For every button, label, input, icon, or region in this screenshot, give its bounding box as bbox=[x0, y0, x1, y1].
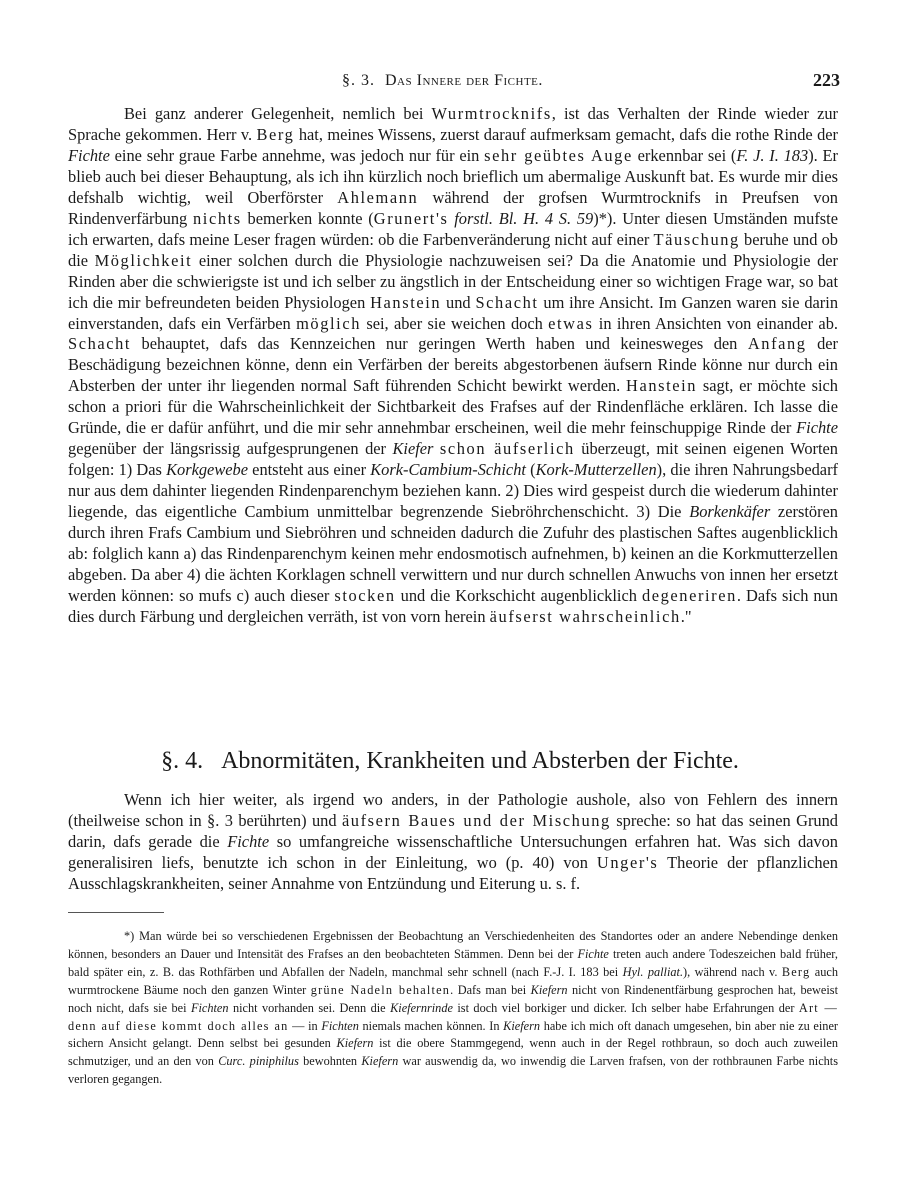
running-head-title: Das Innere der Fichte. bbox=[385, 72, 543, 89]
author-name: Unger's bbox=[596, 852, 659, 872]
citation: forstl. Bl. H. 4 S. 59 bbox=[454, 208, 594, 228]
text-run: . Dafs man bei bbox=[450, 982, 531, 997]
author-name: Berg bbox=[781, 964, 811, 979]
footnote bbox=[68, 928, 838, 1089]
spaced-term: äufsern Baues und der Mischung bbox=[341, 810, 611, 830]
section-4-body bbox=[68, 790, 838, 895]
italic-term: Korkgewebe bbox=[166, 460, 248, 480]
text-run: , ist das Verhalten der Rinde wieder zur Sprache gekommen. Herr v. bbox=[68, 104, 838, 144]
section-heading bbox=[0, 748, 900, 775]
text-run: ). Er blieb auch bei dieser Behauptung, als ich ihn kürzlich noch brieflich um abermalige Auskunft bat. Es wurde mir dies defshalb wichtig, weil Oberförster bbox=[68, 145, 838, 207]
section-4-paragraph bbox=[68, 790, 838, 895]
footnote-divider bbox=[68, 912, 164, 913]
italic-term: Kiefern bbox=[503, 1018, 541, 1033]
spaced-term: degeneriren bbox=[641, 585, 737, 605]
spaced-term: sehr geübtes Auge bbox=[484, 145, 633, 165]
text-run: Bei ganz anderer Gelegenheit, nemlich bei bbox=[124, 104, 432, 123]
text-run: habe ich mich oft danach umgesehen, bin aber nie zu einer sichern Ansicht gelangt. Denn selbst bei gesunden bbox=[68, 1018, 839, 1051]
italic-term: Kiefern bbox=[530, 982, 568, 997]
italic-term: Fichten bbox=[190, 1000, 229, 1015]
text-run: bewohnten bbox=[298, 1054, 362, 1069]
running-head bbox=[60, 70, 840, 92]
italic-term: Kork-Mutterzellen bbox=[535, 460, 657, 480]
text-run: der Beschädigung bezeichnen könne, denn ein Verfärben der bereits abgestorbenen äufsern Rinde könne nur durch ein Absterben der unter ihr liegenden normal Saft führenden Schicht bewirkt werden. bbox=[68, 334, 838, 396]
spaced-term: nichts bbox=[193, 208, 242, 228]
text-run: ist die obere Stammgegend, wenn auch in der Regel rothbraun, so doch auch zuweilen schmutziger, und an den von bbox=[68, 1036, 838, 1069]
text-run: behauptet, dafs das Kennzeichen nur geringen Werth haben und keinesweges den bbox=[131, 334, 748, 354]
text-run: sagt, er möchte sich schon a priori für die Wahrscheinlichkeit der Sichtbarkeit des Frafses auf der Rindenfläche erklären. Ich lasse die Gründe, die er dafür anführt, und die mir sehr annehmbar erscheinen, weil die mehr feinschuppige Rinde der bbox=[68, 376, 838, 438]
text-run: beruhe und ob die bbox=[68, 229, 838, 270]
text-run: nicht von Rindenentfärbung gesprochen hat, beweist noch nicht, dafs sie bei bbox=[68, 982, 839, 1015]
italic-term: Curc. piniphilus bbox=[218, 1054, 299, 1069]
text-run: überzeugt, mit seinen eigenen Worten folgen: 1) Das bbox=[68, 439, 838, 480]
italic-term: Kiefern bbox=[336, 1036, 374, 1051]
text-run: hat, meines Wissens, zuerst darauf aufmerksam gemacht, dafs die rothe Rinde der bbox=[294, 124, 838, 144]
citation: F. J. I. 183 bbox=[736, 145, 809, 165]
italic-term: Kiefern bbox=[361, 1054, 399, 1069]
section-title: Abnormitäten, Krankheiten und Absterben der Fichte. bbox=[221, 748, 739, 774]
italic-term: Kiefer bbox=[392, 439, 434, 459]
spaced-term: etwas bbox=[548, 313, 594, 333]
author-name: Ahlemann bbox=[337, 187, 419, 207]
spaced-term: äufserst wahrscheinlich bbox=[489, 606, 681, 626]
text-run: und bbox=[441, 292, 476, 312]
author-name: Schacht bbox=[68, 334, 132, 354]
spaced-term: Täuschung bbox=[653, 229, 740, 249]
text-run: spreche: so hat das seinen Grund darin, dafs gerade die bbox=[68, 810, 838, 851]
running-head-section bbox=[342, 72, 543, 90]
italic-term: Hyl. palliat. bbox=[622, 964, 684, 979]
footnote-paragraph bbox=[68, 928, 838, 1089]
spaced-term: möglich bbox=[296, 313, 361, 333]
spaced-term: Möglichkeit bbox=[94, 250, 193, 270]
spaced-term: Wurmtrocknifs bbox=[431, 104, 552, 123]
page-number: 223 bbox=[813, 70, 840, 90]
text-run: einer solchen durch die Physiologie nachzuweisen sei? Da die Anatomie und Physiologie der Rinden aber die schwierigste ist und ich selber zu ängstlich in der Entscheidung einer so wichtigen Frage war, so bat ich die mir befreundeten beiden Physiologen bbox=[68, 250, 838, 312]
author-name: Berg bbox=[256, 124, 295, 144]
text-run: ." bbox=[680, 606, 692, 626]
text-run: niemals machen können. In bbox=[358, 1018, 504, 1033]
text-run: war auswendig da, wo inwendig die Larven frafsen, von der rothbraunen Farbe nichts verloren gegangen. bbox=[68, 1054, 839, 1087]
italic-term: Fichten bbox=[321, 1018, 359, 1033]
text-run: Wenn ich hier weiter, als irgend wo anders, in der Pathologie aushole, also von Fehlern des innern (theilweise schon in §. 3 berührten) und bbox=[68, 790, 838, 830]
italic-term: Fichte bbox=[68, 145, 110, 165]
italic-term: Fichte bbox=[796, 418, 838, 438]
spaced-term: Art — denn auf diese kommt doch alles an bbox=[68, 1000, 839, 1033]
text-run: in ihren Ansichten von einander ab. bbox=[593, 313, 838, 333]
author-name: Grunert's bbox=[373, 208, 449, 228]
italic-term: Fichte bbox=[227, 831, 270, 851]
text-run: ), die ihren Nahrungsbedarf nur aus dem dahinter liegenden Rindenparenchym beziehen kann. 2) Dies wird gespeist durch die wiederum dahinter liegende, das eigentliche Cambium unmittelbar begrenzende Siebröhrchenschicht. 3) Die bbox=[68, 460, 838, 522]
text-run: und die Korkschicht augenblicklich bbox=[395, 585, 642, 605]
text-run: treten auch andere Todeszeichen bald früher, bald später ein, z. B. das Rothfärben und Abfallen der Nadeln, manchmal sehr schnell (nach F.-J. I. 183 bei bbox=[68, 946, 838, 979]
text-run: . Dafs sich nun dies durch Färbung und dergleichen verräth, ist von vorn herein bbox=[68, 585, 839, 626]
author-name: Hanstein bbox=[626, 376, 698, 396]
text-run: erkennbar sei ( bbox=[632, 145, 737, 165]
text-run: entsteht aus einer bbox=[248, 460, 371, 480]
spaced-term: Anfang bbox=[747, 334, 807, 354]
author-name: Hanstein bbox=[370, 292, 442, 312]
text-run: Theorie der pflanzlichen Ausschlagskrankheiten, seiner Annahme von Entzündung und Eiterung u. s. f. bbox=[68, 852, 838, 893]
text-run: ( bbox=[525, 460, 536, 480]
spaced-term: grüne Nadeln behalten bbox=[310, 982, 451, 997]
section-number: §. 4. bbox=[161, 748, 204, 774]
spaced-term: schon äufserlich bbox=[439, 439, 575, 459]
text-run: so umfangreiche wissenschaftliche Untersuchungen erfahren hat. Was sich davon generalisiren liefs, benutzte ich schon in der Einleitung, wo (p. 40) von bbox=[68, 831, 839, 872]
italic-term: Borkenkäfer bbox=[689, 502, 771, 522]
section-3-paragraph bbox=[68, 104, 838, 628]
text-run: sei, aber sie weichen doch bbox=[361, 313, 549, 333]
text-run: *) Man würde bei so verschiedenen Ergebnissen der Beobachtung an Verschiedenheiten des Standortes oder an andere Nebendinge denken können, besonders an Dauer und Intensität des Frafses an den beobachteten Stämmen. Denn bei der bbox=[68, 929, 838, 961]
text-run: — in bbox=[288, 1018, 322, 1033]
section-3-body bbox=[68, 104, 838, 628]
text-run: um ihre Ansicht. Im Ganzen waren sie darin einverstanden, dafs ein Verfärben bbox=[68, 292, 839, 333]
text-run: eine sehr graue Farbe annehme, was jedoch nur für ein bbox=[109, 145, 485, 165]
text-run: zerstören durch ihren Frafs Cambium und Siebröhren und schneiden dadurch die Zufuhr des plastischen Saftes augenblicklich ab: folglich kann a) das Rindenparenchym keinen mehr endosmotisch aufnehmen, b) keinen an die Korkmutterzellen abgeben. Da aber 4) die ächten Korklagen schnell verwittern und nur durch schnellen Anwuchs von innen her ersetzt werden können: so mufs c) auch dieser bbox=[68, 502, 838, 605]
italic-term: Kork-Cambium-Schicht bbox=[370, 460, 526, 480]
text-run: bemerken konnte ( bbox=[241, 208, 374, 228]
text-run: nicht vorhanden sei. Denn die bbox=[228, 1000, 391, 1015]
text-run: gegenüber der längsrissig aufgesprungenen der bbox=[68, 439, 393, 459]
running-head-section-number: §. 3. bbox=[342, 72, 375, 89]
text-run: während der grofsen Wurmtrocknifs in Preufsen von Rindenverfärbung bbox=[68, 187, 838, 228]
text-run: auch wurmtrockene Bäume noch den ganzen Winter bbox=[68, 964, 838, 997]
author-name: Schacht bbox=[475, 292, 539, 312]
italic-term: Fichte bbox=[577, 946, 609, 961]
italic-term: Kiefernrinde bbox=[390, 1000, 453, 1015]
text-run: ), während nach v. bbox=[683, 964, 782, 979]
text-run: )*). Unter diesen Umständen mufste ich erwarten, dafs meine Leser fragen würden: ob die Farbenveränderung nicht auf einer bbox=[68, 208, 838, 249]
spaced-term: stocken bbox=[334, 585, 396, 605]
text-run: ist doch viel borkiger und dicker. Ich selber habe Erfahrungen der bbox=[452, 1000, 799, 1015]
